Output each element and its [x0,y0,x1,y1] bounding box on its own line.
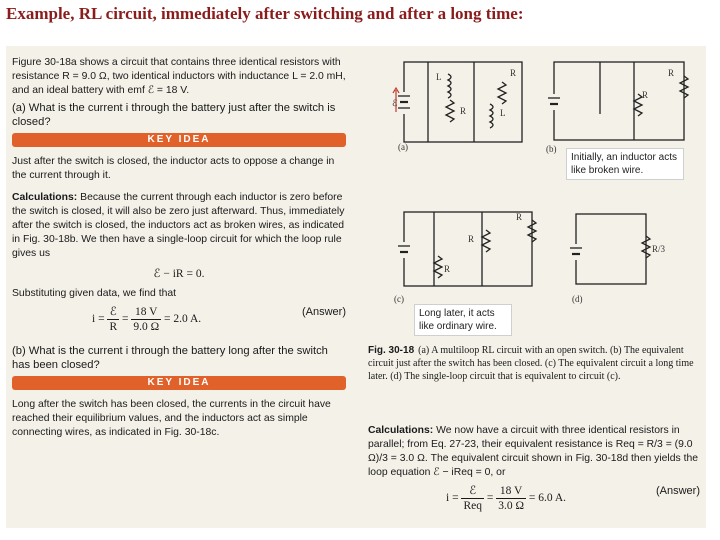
label-a: (a) [398,142,408,152]
resistor-label-c3: R [444,264,451,274]
inductor-label-2: L [500,108,506,118]
textbook-page [6,46,706,528]
key-idea-bar-b: KEY IDEA [12,376,346,390]
resistor-label-1: R [510,68,517,78]
eq-b-frac1 [461,484,484,513]
eq-b-frac1-den: Req [463,500,482,512]
eq-a-frac1 [107,305,119,334]
eq-a-result: = 2.0 A. [164,313,202,326]
calculations-a-text: Because the current through each inductor is zero before the switch is closed, it will also be zero just afterward. Thus, immediately after the switch is closed, the inductors act as broken wires, as indicated in Fig. 30-18b. We then have a single-loop circuit for which the loop rule gives us [12,192,345,259]
question-a: (a) What is the current i through the battery just after the switch is closed? [12,102,336,128]
eq-b-frac2-den: 3.0 Ω [498,500,525,512]
resistor-label-b: R [642,90,649,100]
resistor-label-c1: R [468,234,475,244]
caption-text: (a) A multiloop RL circuit with an open switch. (b) The equivalent circuit just after the switch has been closed. (c) The equivalent circuit a long time later. (d) The single-loop circuit that is equivalent to circuit (c). [368,345,694,382]
problem-intro: Figure 30-18a shows a circuit that contains three identical resistors with resistance R = 9.0 Ω, two identical inductors with inductance L = 2.0 mH, and an ideal battery with emf ℰ = 18 V. [12,57,346,96]
calculations-label: Calculations: [12,192,78,203]
eq-a-answer-label: (Answer) [301,306,346,318]
substitution-text: Substituting given data, we find that [12,288,177,299]
eq-b-answer-label: (Answer) [655,485,700,497]
eq-b-lhs: i = [446,492,459,505]
eq-b-result: = 6.0 A. [528,492,567,505]
circuit-b [542,54,692,154]
circuit-a [390,54,530,154]
callout-initial: Initially, an inductor acts like broken wire. [566,148,684,180]
calculations-b-text: We now have a circuit with three identical resistors in parallel; from Eq. 27-23, their equivalent resistance is Req = R/3 = (9.0 Ω)/3 = 3.0 Ω. The equivalent circuit shown in Fig. 30-18d then yields the loop equation ℰ − iReq = 0, or [368,425,699,478]
req-label-d: R/3 [652,244,666,254]
equation-a [12,305,346,334]
label-b: (b) [546,144,557,154]
left-column [12,56,346,443]
eq-a-frac1-num: ℰ [107,305,119,320]
eq-b-frac2 [496,484,526,513]
label-c: (c) [394,294,404,304]
eq-a-frac2-num: 18 V [131,305,161,320]
question-b: (b) What is the current i through the battery long after the switch has been closed? [12,345,328,371]
slide-title: Example, RL circuit, immediately after switching and after a long time: [6,4,524,23]
eq-a-lhs: i = [92,313,105,326]
eq-a-frac2 [131,305,161,334]
emf-label-a: ℰ [392,98,398,108]
eq-a-frac1-den: R [109,321,118,333]
key-idea-bar-a: KEY IDEA [12,133,346,147]
eq-b-frac2-num: 18 V [496,484,526,499]
figure-caption [368,344,698,383]
key-idea-a-text: Just after the switch is closed, the inductor acts to oppose a change in the current through it. [12,156,335,181]
eq-b-frac1-num: ℰ [461,484,484,499]
resistor-label-b2: R [668,68,675,78]
resistor-label-2: R [460,106,467,116]
equation-b [368,484,700,513]
inductor-label-1: L [436,72,442,82]
eq-b-equals: = [486,492,494,505]
key-idea-b-text: Long after the switch has been closed, the currents in the circuit have reached their equilibrium values, and the inductors act as simple connecting wires, as indicated in Fig. 30-18c. [12,399,331,438]
resistor-label-c2: R [516,212,523,222]
callout-later: Long later, it acts like ordinary wire. [414,304,512,336]
right-column [368,424,700,513]
eq-a-equals: = [121,313,129,326]
circuit-d [566,206,686,306]
eq-a-frac2-den: 9.0 Ω [133,321,160,333]
circuit-c [390,206,540,306]
caption-figno: Fig. 30-18 [368,345,415,356]
loop-equation: ℰ − iR = 0. [153,268,205,280]
calculations-b-label: Calculations: [368,425,434,436]
label-d: (d) [572,294,583,304]
calculations-a [12,191,346,261]
